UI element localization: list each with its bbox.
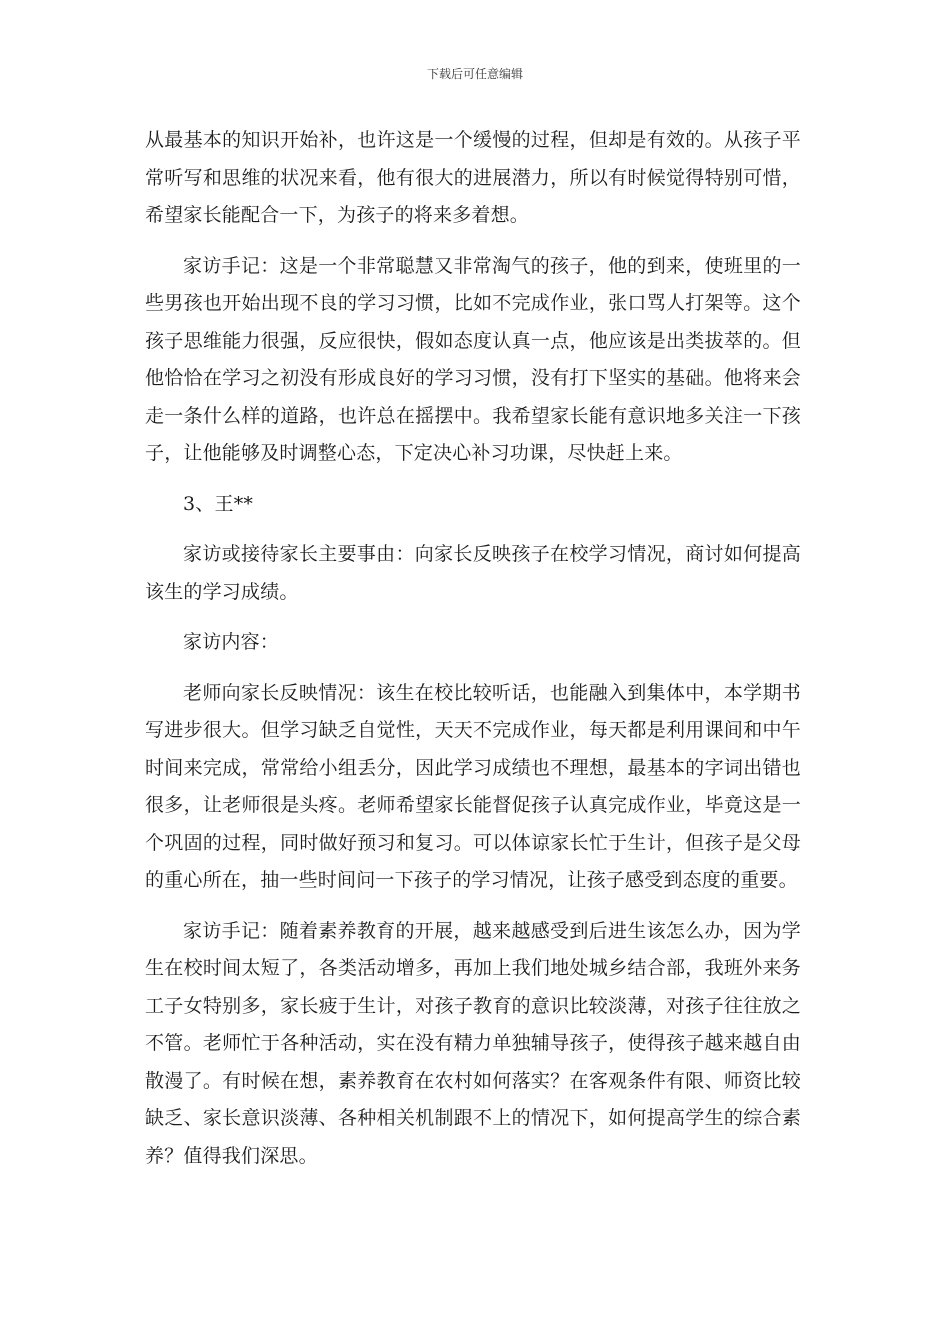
paragraph-visit-notes-1: 家访手记：这是一个非常聪慧又非常淘气的孩子，他的到来，使班里的一些男孩也开始出现不良的学习习惯，比如不完成作业，张口骂人打架等。这个孩子思维能力很强，反应很快，假如态度认真一点，他应该是出类拔萃的。但他恰恰在学习之初没有形成良好的学习习惯，没有打下坚实的基础。他将来会走一条什么样的道路，也许总在摇摆中。我希望家长能有意识地多关注一下孩子，让他能够及时调整心态，下定决心补习功课，尽快赶上来。 — [145, 254, 801, 464]
paragraph-teacher-report: 老师向家长反映情况：该生在校比较听话，也能融入到集体中，本学期书写进步很大。但学习缺乏自觉性，天天不完成作业，每天都是利用课间和中午时间来完成，常常给小组丢分，因此学习成绩也不理想，最基本的字词出错也很多，让老师很是头疼。老师希望家长能督促孩子认真完成作业，毕竟这是一个巩固的过程，同时做好预习和复习。可以体谅家长忙于生计，但孩子是父母的重心所在，抽一些时间问一下孩子的学习情况，让孩子感受到态度的重要。 — [145, 681, 801, 891]
student-heading: 3、王** — [183, 492, 254, 515]
paragraph-visit-content-label: 家访内容： — [183, 631, 280, 653]
paragraph-visit-reason: 家访或接待家长主要事由：向家长反映孩子在校学习情况，商讨如何提高该生的学习成绩。 — [145, 543, 801, 603]
paragraph-continuation: 从最基本的知识开始补，也许这是一个缓慢的过程，但却是有效的。从孩子平常听写和思维的状况来看，他有很大的进展潜力，所以有时候觉得特别可惜，希望家长能配合一下，为孩子的将来多着想。 — [145, 129, 801, 226]
paragraph-visit-notes-2: 家访手记：随着素养教育的开展，越来越感受到后进生该怎么办，因为学生在校时间太短了，各类活动增多，再加上我们地处城乡结合部，我班外来务工子女特别多，家长疲于生计，对孩子教育的意识比较淡薄，对孩子往往放之不管。老师忙于各种活动，实在没有精力单独辅导孩子，使得孩子越来越自由散漫了。有时候在想，素养教育在农村如何落实？在客观条件有限、师资比较缺乏、家长意识淡薄、各种相关机制跟不上的情况下，如何提高学生的综合素养？值得我们深思。 — [145, 919, 801, 1167]
document-body — [145, 122, 801, 1175]
page-header-note: 下载后可任意编辑 — [426, 67, 523, 81]
